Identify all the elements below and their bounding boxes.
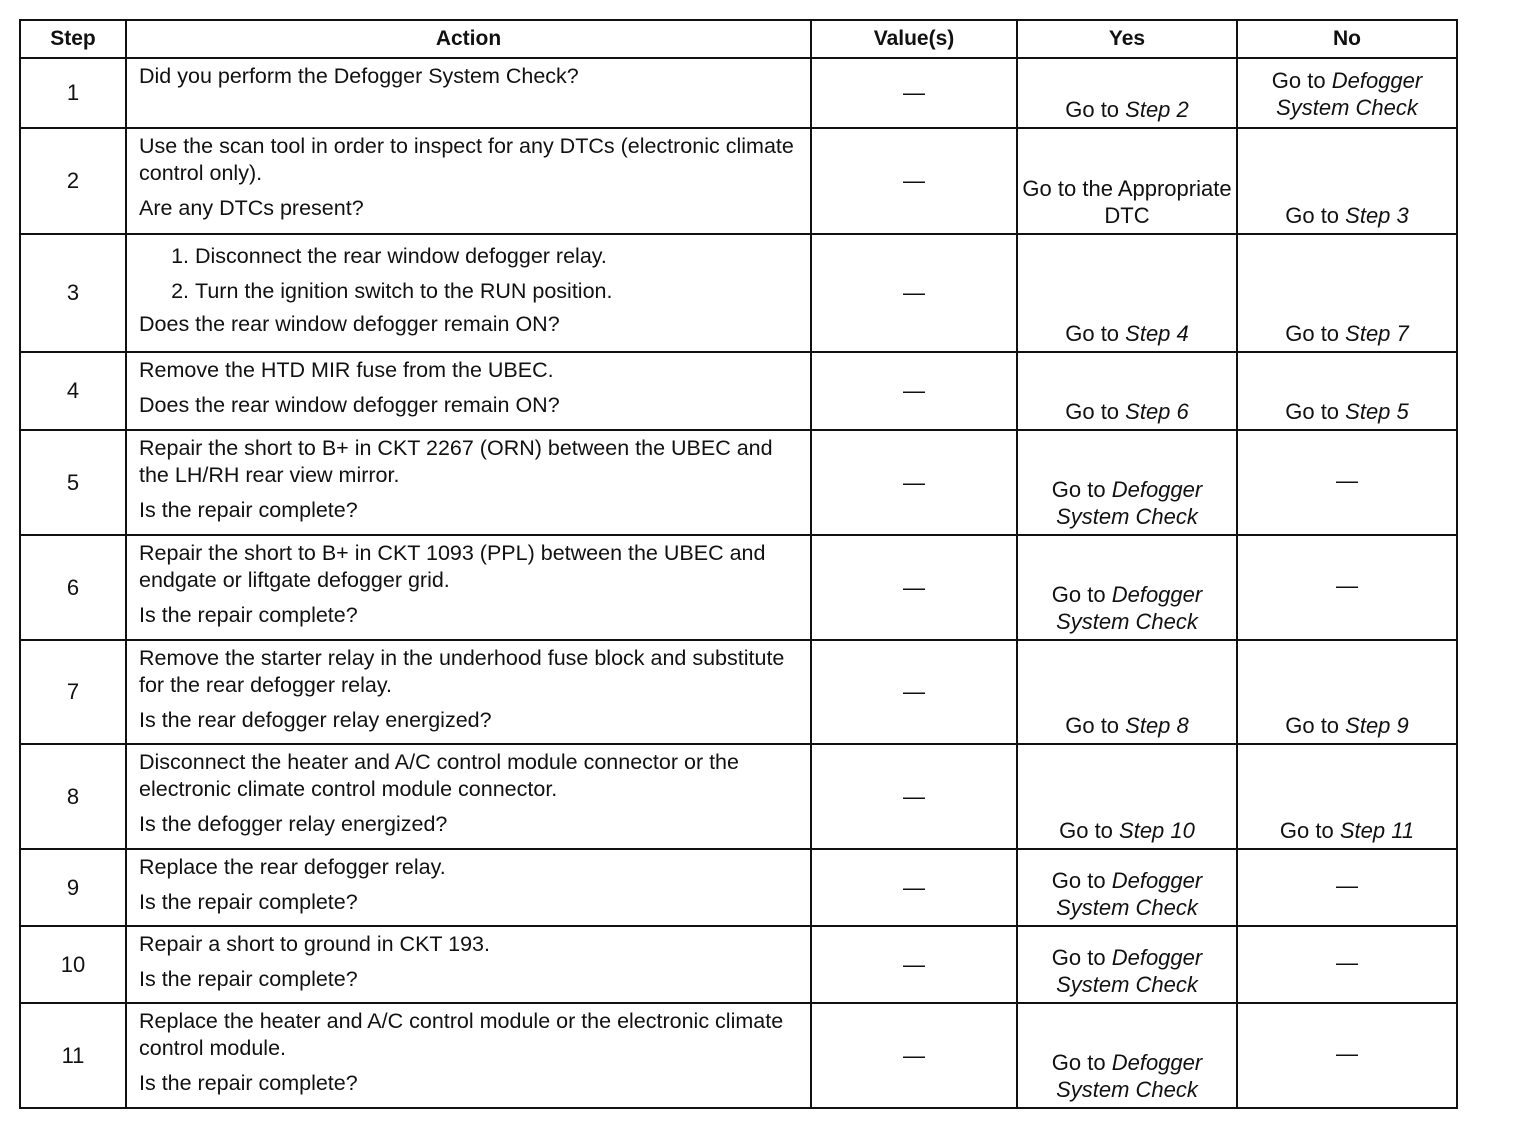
yes-cell	[1017, 1003, 1237, 1108]
yes-target: Defogger System Check	[1056, 582, 1203, 634]
no-cell	[1237, 234, 1457, 352]
no-lead: Go to	[1271, 68, 1332, 93]
yes-lead: Go to the Appropriate DTC	[1022, 176, 1232, 228]
table-row	[20, 640, 1457, 744]
action-text: Replace the heater and A/C control module or the electronic climate control module.	[139, 1009, 784, 1060]
no-cell	[1237, 640, 1457, 744]
yes-cell	[1017, 430, 1237, 535]
yes-target: Step 10	[1119, 818, 1195, 843]
no-cell	[1237, 849, 1457, 926]
no-target: Step 7	[1345, 321, 1409, 346]
yes-target: Defogger System Check	[1056, 868, 1203, 920]
action-question: Is the repair complete?	[139, 498, 358, 522]
no-lead: —	[1336, 873, 1358, 898]
yes-lead: Go to	[1065, 713, 1126, 738]
action-question: Is the repair complete?	[139, 603, 358, 627]
action-text: Repair a short to ground in CKT 193.	[139, 932, 490, 956]
table-row	[20, 1003, 1457, 1108]
action-text: Remove the HTD MIR fuse from the UBEC.	[139, 358, 554, 382]
value-cell: —	[811, 535, 1017, 640]
action-list-item: 1. Disconnect the rear window defogger relay.	[195, 243, 802, 270]
header-no: No	[1237, 20, 1457, 58]
value-cell: —	[811, 430, 1017, 535]
no-cell	[1237, 58, 1457, 128]
action-text: Replace the rear defogger relay.	[139, 855, 446, 879]
table-row	[20, 58, 1457, 128]
action-cell	[126, 128, 811, 234]
action-cell	[126, 744, 811, 849]
action-cell	[126, 1003, 811, 1108]
no-cell	[1237, 535, 1457, 640]
table-row	[20, 849, 1457, 926]
yes-cell	[1017, 234, 1237, 352]
value-cell: —	[811, 744, 1017, 849]
yes-target: Step 8	[1125, 713, 1189, 738]
no-target: Step 3	[1345, 203, 1409, 228]
yes-lead: Go to	[1051, 582, 1112, 607]
no-cell	[1237, 352, 1457, 430]
no-lead: Go to	[1285, 203, 1346, 228]
no-target: Defogger System Check	[1276, 68, 1423, 120]
action-cell	[126, 535, 811, 640]
value-cell: —	[811, 849, 1017, 926]
yes-cell	[1017, 640, 1237, 744]
step-number: 2	[20, 128, 126, 234]
step-number: 9	[20, 849, 126, 926]
value-cell: —	[811, 58, 1017, 128]
yes-cell	[1017, 535, 1237, 640]
yes-lead: Go to	[1059, 818, 1120, 843]
action-text: Repair the short to B+ in CKT 1093 (PPL) between the UBEC and endgate or liftgate defogger grid.	[139, 541, 766, 592]
yes-target: Defogger System Check	[1056, 945, 1203, 997]
header-values: Value(s)	[811, 20, 1017, 58]
action-list-item: 2. Turn the ignition switch to the RUN position.	[195, 278, 802, 305]
no-cell	[1237, 1003, 1457, 1108]
value-cell: —	[811, 1003, 1017, 1108]
action-text: Disconnect the heater and A/C control module connector or the electronic climate control module connector.	[139, 750, 739, 801]
no-lead: —	[1336, 468, 1358, 493]
step-number: 7	[20, 640, 126, 744]
action-cell	[126, 640, 811, 744]
action-text: Use the scan tool in order to inspect for any DTCs (electronic climate control only).	[139, 134, 794, 185]
action-text: Repair the short to B+ in CKT 2267 (ORN) between the UBEC and the LH/RH rear view mirror.	[139, 436, 773, 487]
step-number: 8	[20, 744, 126, 849]
header-yes: Yes	[1017, 20, 1237, 58]
yes-target: Defogger System Check	[1056, 477, 1203, 529]
no-lead: Go to	[1285, 321, 1346, 346]
action-question: Is the repair complete?	[139, 890, 358, 914]
yes-target: Step 4	[1125, 321, 1189, 346]
no-lead: —	[1336, 950, 1358, 975]
diagnostic-table	[19, 19, 1458, 1109]
header-step: Step	[20, 20, 126, 58]
action-cell	[126, 849, 811, 926]
action-question: Is the repair complete?	[139, 967, 358, 991]
header-row	[20, 20, 1457, 58]
table-row	[20, 535, 1457, 640]
yes-target: Step 2	[1125, 97, 1189, 122]
no-cell	[1237, 430, 1457, 535]
step-number: 4	[20, 352, 126, 430]
step-number: 3	[20, 234, 126, 352]
no-lead: —	[1336, 573, 1358, 598]
yes-cell	[1017, 128, 1237, 234]
step-number: 1	[20, 58, 126, 128]
action-text: Did you perform the Defogger System Check?	[139, 64, 579, 88]
value-cell: —	[811, 926, 1017, 1003]
step-number: 5	[20, 430, 126, 535]
action-question: Are any DTCs present?	[139, 196, 364, 220]
yes-lead: Go to	[1065, 97, 1126, 122]
no-target: Step 11	[1339, 818, 1415, 843]
action-list	[139, 243, 802, 305]
no-cell	[1237, 128, 1457, 234]
value-cell: —	[811, 640, 1017, 744]
no-lead: Go to	[1285, 713, 1346, 738]
step-number: 10	[20, 926, 126, 1003]
yes-lead: Go to	[1051, 945, 1112, 970]
action-cell	[126, 234, 811, 352]
no-target: Step 5	[1345, 399, 1409, 424]
yes-target: Defogger System Check	[1056, 1050, 1203, 1102]
no-lead: Go to	[1279, 818, 1340, 843]
action-cell	[126, 58, 811, 128]
action-cell	[126, 430, 811, 535]
table-row	[20, 926, 1457, 1003]
table-row	[20, 430, 1457, 535]
yes-lead: Go to	[1065, 399, 1126, 424]
action-question: Is the repair complete?	[139, 1071, 358, 1095]
table-row	[20, 352, 1457, 430]
action-cell	[126, 352, 811, 430]
action-cell	[126, 926, 811, 1003]
no-lead: Go to	[1285, 399, 1346, 424]
action-question: Does the rear window defogger remain ON?	[139, 312, 560, 336]
no-cell	[1237, 744, 1457, 849]
no-lead: —	[1336, 1041, 1358, 1066]
yes-lead: Go to	[1051, 477, 1112, 502]
yes-target: Step 6	[1125, 399, 1189, 424]
value-cell: —	[811, 234, 1017, 352]
value-cell: —	[811, 128, 1017, 234]
action-question: Is the rear defogger relay energized?	[139, 708, 492, 732]
yes-cell	[1017, 744, 1237, 849]
no-cell	[1237, 926, 1457, 1003]
table-row	[20, 744, 1457, 849]
yes-cell	[1017, 352, 1237, 430]
yes-cell	[1017, 926, 1237, 1003]
yes-cell	[1017, 849, 1237, 926]
yes-lead: Go to	[1051, 1050, 1112, 1075]
table-row	[20, 234, 1457, 352]
table-row	[20, 128, 1457, 234]
action-text: Remove the starter relay in the underhood fuse block and substitute for the rear defogger relay.	[139, 646, 785, 697]
step-number: 11	[20, 1003, 126, 1108]
action-question: Does the rear window defogger remain ON?	[139, 393, 560, 417]
step-number: 6	[20, 535, 126, 640]
value-cell: —	[811, 352, 1017, 430]
yes-cell	[1017, 58, 1237, 128]
action-question: Is the defogger relay energized?	[139, 812, 448, 836]
yes-lead: Go to	[1051, 868, 1112, 893]
yes-lead: Go to	[1065, 321, 1126, 346]
header-action: Action	[126, 20, 811, 58]
no-target: Step 9	[1345, 713, 1409, 738]
